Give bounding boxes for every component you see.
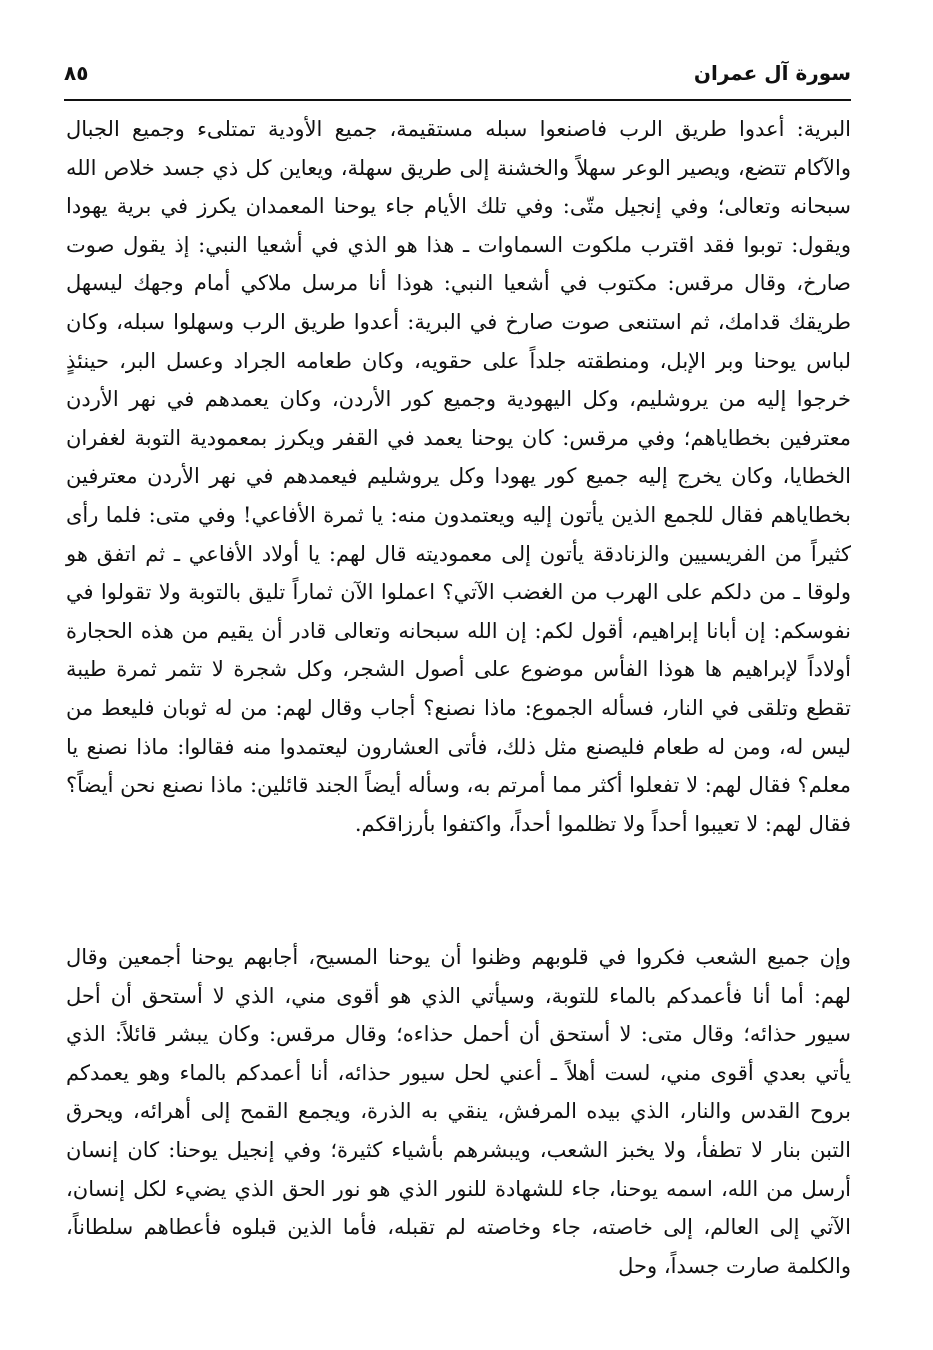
running-title: سورة آل عمران: [693, 61, 851, 85]
running-header: [64, 58, 851, 94]
header-rule: [64, 99, 851, 101]
page-number: ٨٥: [64, 61, 89, 85]
paragraph-2: وإن جميع الشعب فكروا في قلوبهم وظنوا أن يوحنا المسيح، أجابهم يوحنا أجمعين وقال لهم: أما أنا فأعمدكم بالماء للتوبة، وسيأتي الذي هو أقوى مني، الذي لا أستحق أن أحل سيور حذائه؛ وقال متى: لا أستحق أن أحمل حذاءه؛ وقال مرقس: وكان يبشر قائلاً: الذي يأتي بعدي أقوى مني، لست أهلاً ـ أعني لحل سيور حذائه، أنا أعمدكم بالماء وهو يعمدكم بروح القدس والنار، الذي بيده المرفش، ينقي به الذرة، ويجمع القمح إلى أهرائه، ويحرق التبن بنار لا تطفأ، ولا يخبز الشعب، ويبشرهم بأشياء كثيرة؛ وفي إنجيل يوحنا: كان إنسان أرسل من الله، اسمه يوحنا، جاء للشهادة للنور الذي هو نور الحق الذي يضيء لكل إنسان، الآتي إلى العالم، إلى خاصته، جاء وخاصته لم تقبله، فأما الذين قبلوه فأعطاهم سلطاناً، والكلمة صارت جسداً، وحل: [66, 945, 851, 1278]
paragraph-1: البرية: أعدوا طريق الرب فاصنعوا سبله مستقيمة، جميع الأودية تمتلىء وجميع الجبال والآكام تتضع، ويصير الوعر سهلاً والخشنة إلى طريق سهلة، ويعاين كل ذي جسد خلاص الله سبحانه وتعالى؛ وفي إنجيل متّى: وفي تلك الأيام جاء يوحنا المعمدان يكرز في برية يهودا ويقول: توبوا فقد اقترب ملكوت السماوات ـ هذا هو الذي في أشعيا النبي: إذ يقول صوت صارخ، وقال مرقس: مكتوب في أشعيا النبي: هوذا أنا مرسل ملاكي أمام وجهك ليسهل طريقك قدامك، ثم استنعى صوت صارخ في البرية: أعدوا طريق الرب وسهلوا سبله، وكان لباس يوحنا وبر الإبل، ومنطقته جلداً على حقويه، وكان طعامه الجراد وعسل البر، حينئذٍ خرجوا إليه من يروشليم، وكل اليهودية وجميع كور الأردن، وكان يعمدهم في نهر الأردن معترفين بخطاياهم؛ وفي مرقس: كان يوحنا يعمد في القفر ويكرز بمعمودية التوبة لغفران الخطايا، وكان يخرج إليه جميع كور يهودا وكل يروشليم فيعمدهم في نهر الأردن معترفين بخطاياهم فقال للجمع الذين يأتون إليه ويعتمدون منه: يا ثمرة الأفاعي! وفي متى: فلما رأى كثيراً من الفريسيين والزنادقة يأتون إلى معموديته قال لهم: يا أولاد الأفاعي ـ ثم اتفق هو ولوقا ـ من دلكم على الهرب من الغضب الآتي؟ اعملوا الآن ثماراً تليق بالتوبة ولا تقولوا في نفوسكم: إن أبانا إبراهيم، أقول لكم: إن الله سبحانه وتعالى قادر أن يقيم من هذه الحجارة أولاداً لإبراهيم ها هوذا الفأس موضوع على أصول الشجر، وكل شجرة لا تثمر ثمرة طيبة تقطع وتلقى في النار، فسأله الجموع: ماذا نصنع؟ أجاب وقال لهم: من له ثوبان فليعط من ليس له، ومن له طعام فليصنع مثل ذلك، فأتى العشارون ليعتمدوا منه فقالوا: ماذا نصنع يا معلم؟ فقال لهم: لا تفعلوا أكثر مما أمرتم به، وسأله أيضاً الجند قائلين: ماذا نصنع نحن أيضاً؟ فقال لهم: لا تعيبوا أحداً ولا تظلموا أحداً، واكتفوا بأرزاقكم.: [66, 117, 851, 836]
